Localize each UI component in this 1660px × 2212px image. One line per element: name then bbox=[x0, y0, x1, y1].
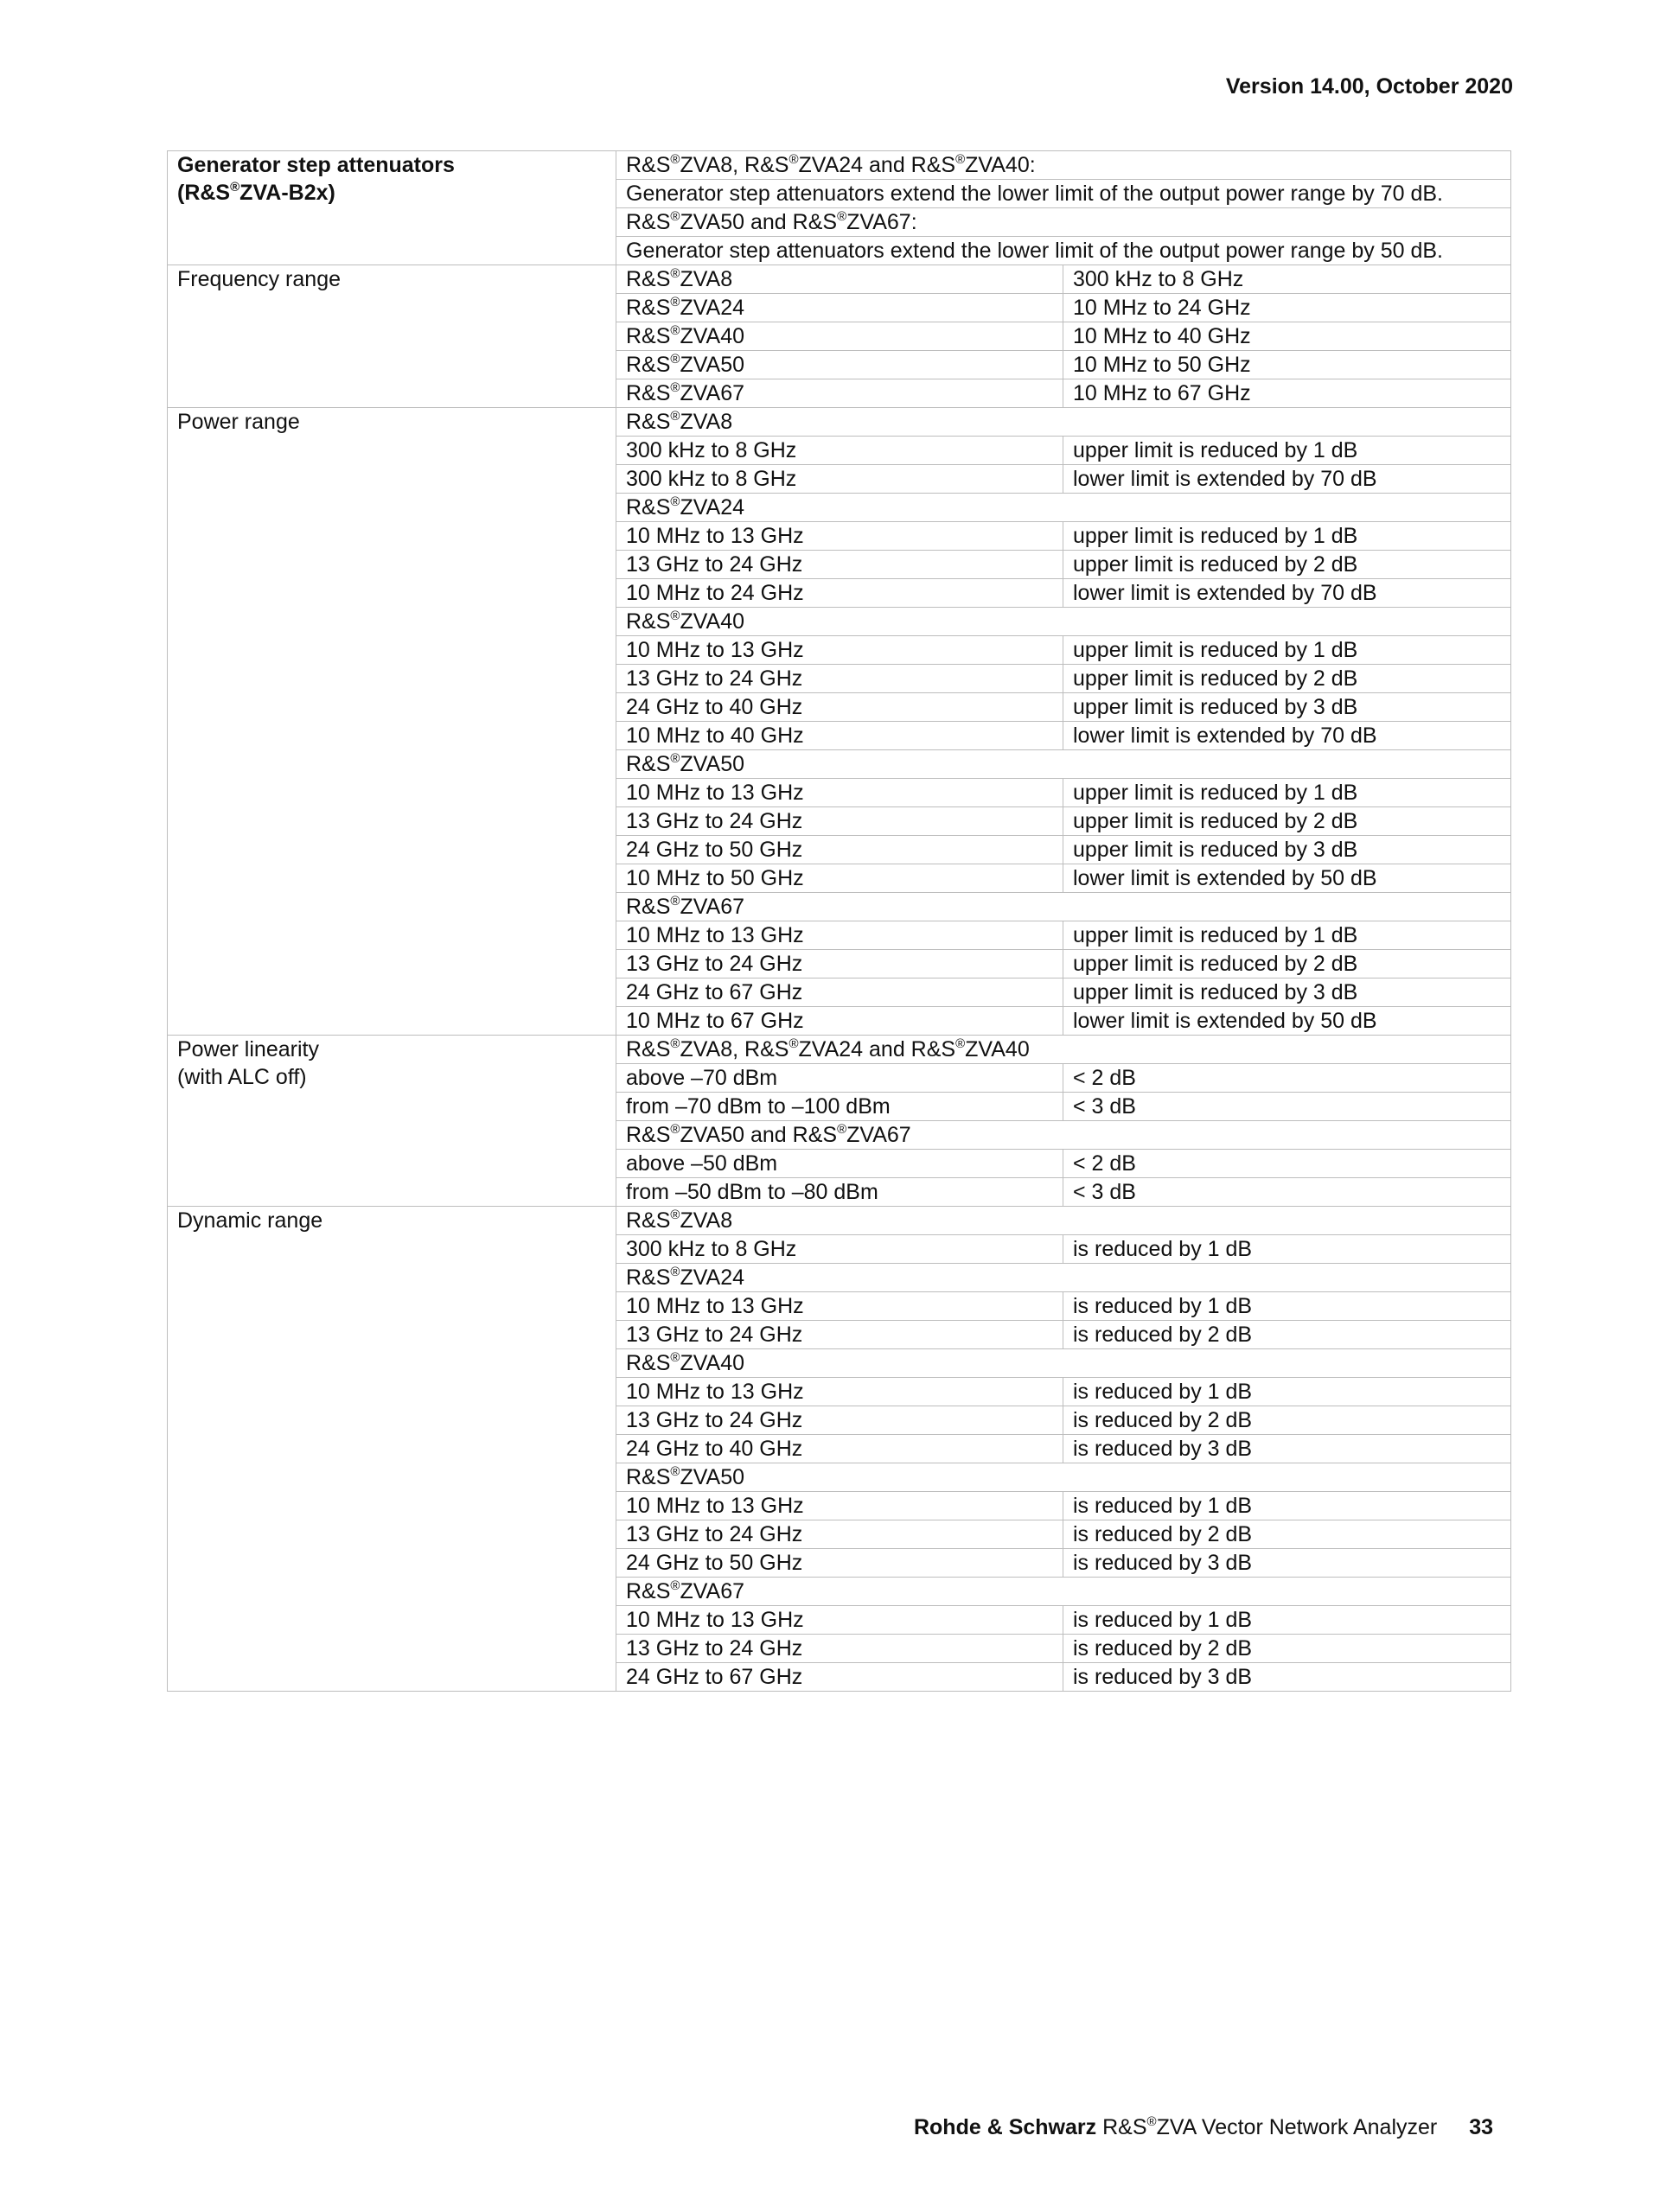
page-footer bbox=[914, 2115, 1493, 2140]
spec-value-cell: lower limit is extended by 70 dB bbox=[1063, 465, 1511, 494]
spec-value-cell: is reduced by 1 dB bbox=[1063, 1292, 1511, 1321]
spec-condition-cell: 13 GHz to 24 GHz bbox=[616, 1321, 1063, 1349]
spec-value-cell: is reduced by 1 dB bbox=[1063, 1235, 1511, 1264]
spec-condition-cell: 13 GHz to 24 GHz bbox=[616, 1406, 1063, 1435]
spec-value-cell: < 3 dB bbox=[1063, 1093, 1511, 1121]
spec-value-cell: upper limit is reduced by 2 dB bbox=[1063, 807, 1511, 836]
spec-value-cell: 10 MHz to 24 GHz bbox=[1063, 294, 1511, 322]
spec-condition-cell: 13 GHz to 24 GHz bbox=[616, 950, 1063, 979]
spec-full-cell: R&S®ZVA50 bbox=[616, 750, 1511, 779]
spec-value-cell: is reduced by 3 dB bbox=[1063, 1663, 1511, 1692]
spec-condition-cell: 24 GHz to 50 GHz bbox=[616, 1549, 1063, 1578]
spec-value-cell: lower limit is extended by 70 dB bbox=[1063, 722, 1511, 750]
spec-condition-cell: 24 GHz to 40 GHz bbox=[616, 693, 1063, 722]
spec-value-cell: 300 kHz to 8 GHz bbox=[1063, 265, 1511, 294]
spec-full-cell: R&S®ZVA8, R&S®ZVA24 and R&S®ZVA40: bbox=[616, 151, 1511, 180]
spec-value-cell: is reduced by 2 dB bbox=[1063, 1635, 1511, 1663]
spec-value-cell: upper limit is reduced by 3 dB bbox=[1063, 979, 1511, 1007]
section-label-line: (with ALC off) bbox=[177, 1065, 307, 1089]
spec-row bbox=[168, 1207, 1511, 1235]
spec-condition-cell: from –50 dBm to –80 dBm bbox=[616, 1178, 1063, 1207]
spec-condition-cell: 10 MHz to 67 GHz bbox=[616, 1007, 1063, 1036]
spec-condition-cell: 13 GHz to 24 GHz bbox=[616, 1635, 1063, 1663]
spec-full-cell: R&S®ZVA24 bbox=[616, 1264, 1511, 1292]
spec-condition-cell: 10 MHz to 13 GHz bbox=[616, 1292, 1063, 1321]
spec-full-cell: R&S®ZVA8 bbox=[616, 1207, 1511, 1235]
section-label-line: Frequency range bbox=[177, 267, 342, 291]
spec-value-cell: lower limit is extended by 70 dB bbox=[1063, 579, 1511, 608]
spec-value-cell: lower limit is extended by 50 dB bbox=[1063, 864, 1511, 893]
section-label-line: Power linearity bbox=[177, 1037, 319, 1061]
spec-full-cell: Generator step attenuators extend the lower limit of the output power range by 50 dB. bbox=[616, 237, 1511, 265]
spec-condition-cell: 10 MHz to 13 GHz bbox=[616, 1378, 1063, 1406]
spec-row bbox=[168, 1036, 1511, 1064]
spec-condition-cell: above –50 dBm bbox=[616, 1150, 1063, 1178]
page-number: 33 bbox=[1469, 2115, 1493, 2139]
spec-model-cell: R&S®ZVA50 bbox=[616, 351, 1063, 379]
section-label-line: Power range bbox=[177, 410, 300, 434]
spec-condition-cell: 10 MHz to 13 GHz bbox=[616, 1492, 1063, 1520]
spec-value-cell: 10 MHz to 67 GHz bbox=[1063, 379, 1511, 408]
spec-condition-cell: 300 kHz to 8 GHz bbox=[616, 437, 1063, 465]
spec-model-cell: R&S®ZVA24 bbox=[616, 294, 1063, 322]
spec-condition-cell: 10 MHz to 13 GHz bbox=[616, 779, 1063, 807]
spec-value-cell: is reduced by 1 dB bbox=[1063, 1378, 1511, 1406]
spec-model-cell: R&S®ZVA40 bbox=[616, 322, 1063, 351]
section-label bbox=[168, 265, 616, 408]
spec-table bbox=[167, 150, 1511, 1692]
spec-value-cell: is reduced by 3 dB bbox=[1063, 1549, 1511, 1578]
spec-condition-cell: 10 MHz to 50 GHz bbox=[616, 864, 1063, 893]
spec-value-cell: < 2 dB bbox=[1063, 1064, 1511, 1093]
spec-full-cell: R&S®ZVA50 and R&S®ZVA67 bbox=[616, 1121, 1511, 1150]
spec-full-cell: Generator step attenuators extend the lower limit of the output power range by 70 dB. bbox=[616, 180, 1511, 208]
spec-value-cell: < 3 dB bbox=[1063, 1178, 1511, 1207]
section-label bbox=[168, 1036, 616, 1207]
spec-condition-cell: 300 kHz to 8 GHz bbox=[616, 465, 1063, 494]
spec-value-cell: is reduced by 2 dB bbox=[1063, 1321, 1511, 1349]
spec-value-cell: upper limit is reduced by 1 dB bbox=[1063, 921, 1511, 950]
spec-condition-cell: from –70 dBm to –100 dBm bbox=[616, 1093, 1063, 1121]
spec-value-cell: upper limit is reduced by 1 dB bbox=[1063, 522, 1511, 551]
spec-condition-cell: 24 GHz to 67 GHz bbox=[616, 1663, 1063, 1692]
spec-value-cell: upper limit is reduced by 3 dB bbox=[1063, 693, 1511, 722]
spec-condition-cell: 10 MHz to 13 GHz bbox=[616, 921, 1063, 950]
spec-row bbox=[168, 265, 1511, 294]
spec-value-cell: upper limit is reduced by 2 dB bbox=[1063, 551, 1511, 579]
spec-value-cell: upper limit is reduced by 1 dB bbox=[1063, 779, 1511, 807]
spec-condition-cell: 13 GHz to 24 GHz bbox=[616, 807, 1063, 836]
spec-model-cell: R&S®ZVA67 bbox=[616, 379, 1063, 408]
spec-value-cell: upper limit is reduced by 3 dB bbox=[1063, 836, 1511, 864]
section-label-line: (R&S®ZVA-B2x) bbox=[177, 180, 335, 205]
section-label bbox=[168, 408, 616, 1036]
section-label bbox=[168, 151, 616, 265]
spec-condition-cell: 10 MHz to 13 GHz bbox=[616, 1606, 1063, 1635]
footer-brand: Rohde & Schwarz bbox=[913, 2115, 1097, 2139]
spec-value-cell: is reduced by 3 dB bbox=[1063, 1435, 1511, 1463]
spec-condition-cell: above –70 dBm bbox=[616, 1064, 1063, 1093]
spec-value-cell: upper limit is reduced by 2 dB bbox=[1063, 950, 1511, 979]
spec-value-cell: upper limit is reduced by 1 dB bbox=[1063, 437, 1511, 465]
spec-condition-cell: 13 GHz to 24 GHz bbox=[616, 1520, 1063, 1549]
spec-condition-cell: 24 GHz to 50 GHz bbox=[616, 836, 1063, 864]
section-label-line: Dynamic range bbox=[177, 1208, 323, 1233]
spec-condition-cell: 10 MHz to 13 GHz bbox=[616, 636, 1063, 665]
spec-full-cell: R&S®ZVA67 bbox=[616, 1578, 1511, 1606]
spec-full-cell: R&S®ZVA67 bbox=[616, 893, 1511, 921]
spec-full-cell: R&S®ZVA50 and R&S®ZVA67: bbox=[616, 208, 1511, 237]
spec-condition-cell: 13 GHz to 24 GHz bbox=[616, 551, 1063, 579]
spec-value-cell: 10 MHz to 50 GHz bbox=[1063, 351, 1511, 379]
spec-value-cell: is reduced by 2 dB bbox=[1063, 1520, 1511, 1549]
footer-title: R&S®ZVA Vector Network Analyzer bbox=[1102, 2114, 1438, 2139]
spec-value-cell: is reduced by 1 dB bbox=[1063, 1492, 1511, 1520]
spec-full-cell: R&S®ZVA24 bbox=[616, 494, 1511, 522]
spec-full-cell: R&S®ZVA40 bbox=[616, 1349, 1511, 1378]
spec-condition-cell: 24 GHz to 67 GHz bbox=[616, 979, 1063, 1007]
spec-full-cell: R&S®ZVA50 bbox=[616, 1463, 1511, 1492]
version-header: Version 14.00, October 2020 bbox=[1225, 74, 1513, 99]
spec-value-cell: 10 MHz to 40 GHz bbox=[1063, 322, 1511, 351]
spec-value-cell: upper limit is reduced by 1 dB bbox=[1063, 636, 1511, 665]
spec-full-cell: R&S®ZVA8 bbox=[616, 408, 1511, 437]
spec-condition-cell: 10 MHz to 24 GHz bbox=[616, 579, 1063, 608]
spec-model-cell: R&S®ZVA8 bbox=[616, 265, 1063, 294]
section-label bbox=[168, 1207, 616, 1692]
spec-condition-cell: 300 kHz to 8 GHz bbox=[616, 1235, 1063, 1264]
section-label-line: Generator step attenuators bbox=[177, 153, 455, 177]
spec-full-cell: R&S®ZVA8, R&S®ZVA24 and R&S®ZVA40 bbox=[616, 1036, 1511, 1064]
spec-condition-cell: 10 MHz to 40 GHz bbox=[616, 722, 1063, 750]
spec-value-cell: is reduced by 2 dB bbox=[1063, 1406, 1511, 1435]
spec-condition-cell: 24 GHz to 40 GHz bbox=[616, 1435, 1063, 1463]
spec-condition-cell: 13 GHz to 24 GHz bbox=[616, 665, 1063, 693]
spec-condition-cell: 10 MHz to 13 GHz bbox=[616, 522, 1063, 551]
spec-value-cell: lower limit is extended by 50 dB bbox=[1063, 1007, 1511, 1036]
spec-value-cell: is reduced by 1 dB bbox=[1063, 1606, 1511, 1635]
spec-value-cell: < 2 dB bbox=[1063, 1150, 1511, 1178]
spec-full-cell: R&S®ZVA40 bbox=[616, 608, 1511, 636]
spec-row bbox=[168, 151, 1511, 180]
spec-row bbox=[168, 408, 1511, 437]
spec-value-cell: upper limit is reduced by 2 dB bbox=[1063, 665, 1511, 693]
